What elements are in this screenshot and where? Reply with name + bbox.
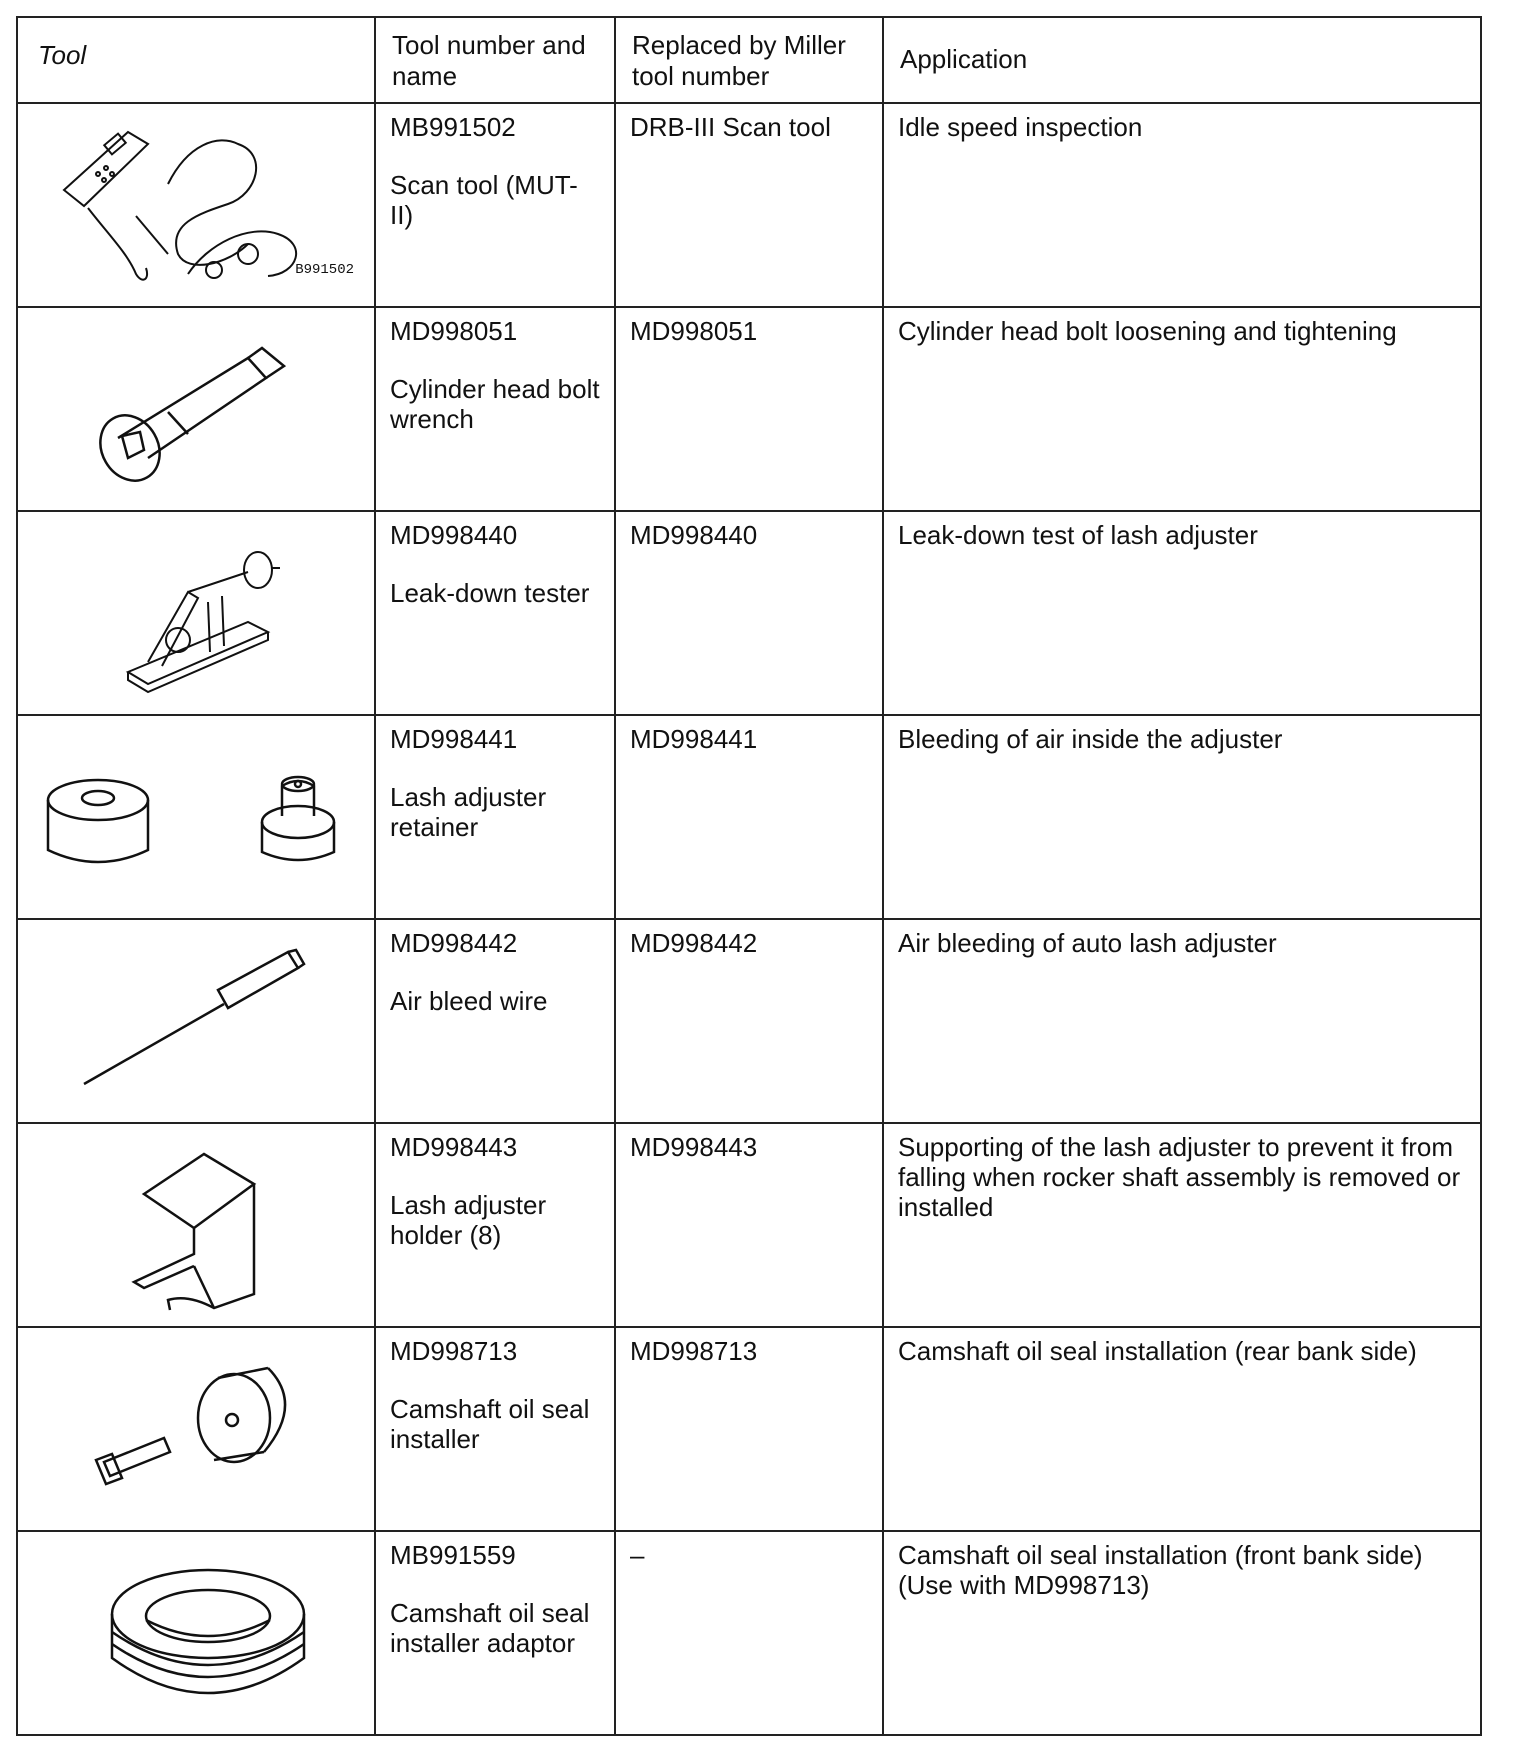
tool-illustration-cell [17, 103, 375, 307]
tool-number-name-cell [375, 307, 615, 511]
application-text: Camshaft oil seal installation (rear bank side) [898, 1336, 1417, 1366]
replaced-tool-number: MD998440 [630, 520, 758, 550]
application-text: Bleeding of air inside the adjuster [898, 724, 1283, 754]
tool-number-name-cell [375, 1531, 615, 1735]
replaced-tool-number: DRB-III Scan tool [630, 112, 831, 142]
replaced-cell [615, 1123, 883, 1327]
tool-illustration-cell [17, 1531, 375, 1735]
tool-name: Camshaft oil seal installer [390, 1394, 590, 1454]
tool-name: Cylinder head bolt wrench [390, 374, 600, 434]
tool-illustration-cell [17, 307, 375, 511]
tool-number: MB991502 [390, 112, 516, 142]
tool-name: Camshaft oil seal installer adaptor [390, 1598, 590, 1658]
replaced-tool-number: MD998443 [630, 1132, 758, 1162]
application-cell [883, 1327, 1481, 1531]
figure-label: B991502 [295, 262, 354, 278]
table-row [17, 1327, 1481, 1531]
tool-number: MD998442 [390, 928, 518, 958]
tool-number: MD998713 [390, 1336, 518, 1366]
replaced-cell [615, 511, 883, 715]
replaced-cell [615, 1327, 883, 1531]
replaced-tool-number: MD998713 [630, 1336, 758, 1366]
tool-illustration-cell [17, 919, 375, 1123]
replaced-tool-number: MD998441 [630, 724, 758, 754]
lash-adjuster-retainer-icon [18, 716, 372, 916]
header-application: Application [883, 17, 1481, 103]
oil-seal-installer-icon [18, 1328, 372, 1528]
tool-number: MD998440 [390, 520, 518, 550]
bolt-wrench-icon [18, 308, 372, 508]
tool-name: Scan tool (MUT-II) [390, 170, 578, 230]
tool-name: Lash adjuster retainer [390, 782, 547, 842]
table-row [17, 919, 1481, 1123]
application-cell [883, 511, 1481, 715]
table-row [17, 307, 1481, 511]
tool-number: MD998051 [390, 316, 518, 346]
tool-name: Air bleed wire [390, 986, 548, 1016]
replaced-tool-number: MD998442 [630, 928, 758, 958]
replaced-cell [615, 103, 883, 307]
table-row [17, 1531, 1481, 1735]
tool-illustration-cell [17, 715, 375, 919]
application-cell [883, 1123, 1481, 1327]
tool-number: MD998441 [390, 724, 518, 754]
table-row [17, 715, 1481, 919]
replaced-cell [615, 1531, 883, 1735]
application-cell [883, 307, 1481, 511]
tool-number-name-cell [375, 715, 615, 919]
header-row [17, 17, 1481, 103]
special-tools-table [16, 16, 1482, 1736]
table-row [17, 103, 1481, 307]
tool-name: Leak-down tester [390, 578, 590, 608]
tool-number-name-cell [375, 511, 615, 715]
tool-illustration-cell [17, 1327, 375, 1531]
installer-adaptor-icon [18, 1532, 372, 1732]
table-row [17, 1123, 1481, 1327]
replaced-cell [615, 715, 883, 919]
application-cell [883, 1531, 1481, 1735]
header-replaced: Replaced by Miller tool number [615, 17, 883, 103]
tool-name: Lash adjuster holder (8) [390, 1190, 547, 1250]
tool-number-name-cell [375, 919, 615, 1123]
header-number-name: Tool number and name [375, 17, 615, 103]
replaced-tool-number: MD998051 [630, 316, 758, 346]
replaced-tool-number: – [630, 1540, 645, 1570]
application-cell [883, 715, 1481, 919]
replaced-cell [615, 919, 883, 1123]
tool-number-name-cell [375, 103, 615, 307]
tool-number-name-cell [375, 1123, 615, 1327]
application-cell [883, 919, 1481, 1123]
application-text: Air bleeding of auto lash adjuster [898, 928, 1277, 958]
tool-number: MD998443 [390, 1132, 518, 1162]
application-text: Idle speed inspection [898, 112, 1143, 142]
tool-illustration-cell [17, 511, 375, 715]
application-cell [883, 103, 1481, 307]
tool-number: MB991559 [390, 1540, 516, 1570]
replaced-cell [615, 307, 883, 511]
header-tool: Tool [17, 17, 375, 103]
application-text: Supporting of the lash adjuster to prevent it from falling when rocker shaft assembly is removed or installed [898, 1132, 1461, 1222]
air-bleed-wire-icon [18, 920, 372, 1120]
application-text: Cylinder head bolt loosening and tightening [898, 316, 1397, 346]
application-text: Leak-down test of lash adjuster [898, 520, 1258, 550]
lash-adjuster-holder-icon [18, 1124, 372, 1324]
tool-illustration-cell [17, 1123, 375, 1327]
table-row [17, 511, 1481, 715]
tool-number-name-cell [375, 1327, 615, 1531]
leak-down-tester-icon [18, 512, 372, 712]
application-text: Camshaft oil seal installation (front bank side) (Use with MD998713) [898, 1540, 1423, 1600]
